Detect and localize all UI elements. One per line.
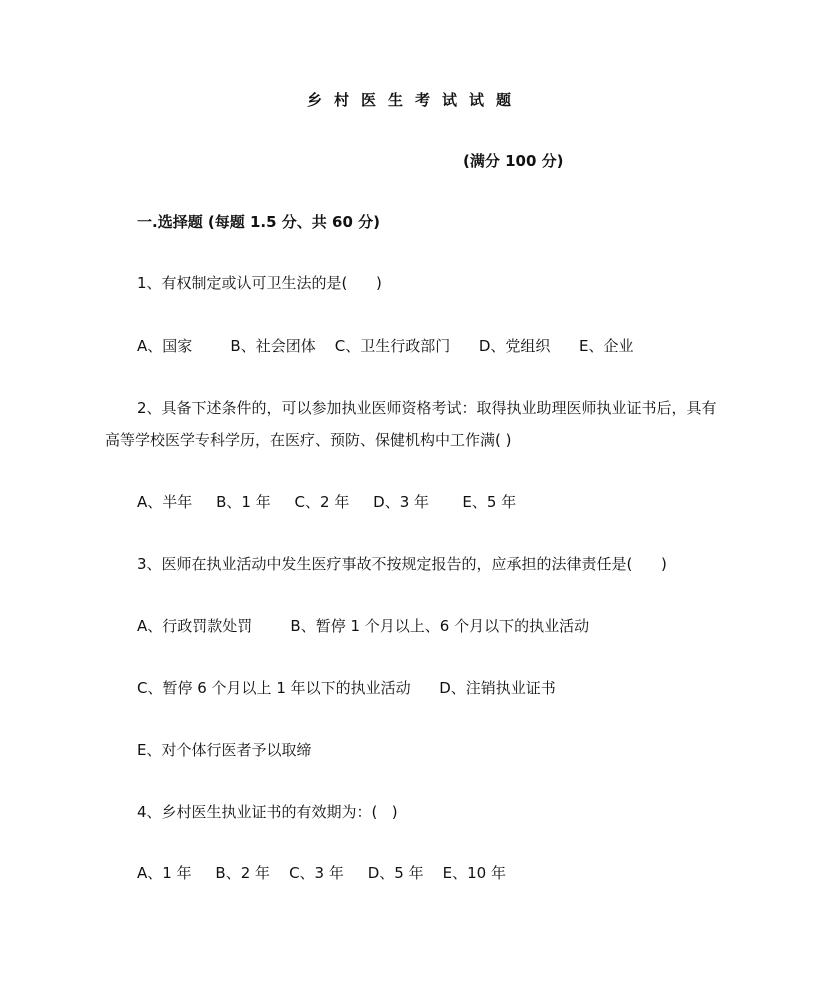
question-3-options-ab: A、行政罚款处罚 B、暂停 1 个月以上、6 个月以下的执业活动 [137, 617, 590, 635]
document-title: 乡村医生考试试题 [306, 91, 523, 109]
question-2-options: A、半年 B、1 年 C、2 年 D、3 年 E、5 年 [137, 493, 517, 511]
question-1-stem: 1、有权制定或认可卫生法的是( ) [137, 274, 382, 292]
section-heading: 一.选择题 (每题 1.5 分、共 60 分) [137, 213, 380, 231]
question-4-options: A、1 年 B、2 年 C、3 年 D、5 年 E、10 年 [137, 864, 506, 882]
question-3-options-cd: C、暂停 6 个月以上 1 年以下的执业活动 D、注销执业证书 [137, 679, 556, 697]
question-3-options-e: E、对个体行医者予以取缔 [137, 741, 312, 759]
question-1-options: A、国家 B、社会团体 C、卫生行政部门 D、党组织 E、企业 [137, 337, 634, 355]
question-2-stem: 2、具备下述条件的，可以参加执业医师资格考试：取得执业助理医师执业证书后，具有高等学校医学专科学历，在医疗、预防、保健机构中工作满( ) [105, 399, 717, 449]
full-score: (满分 100 分) [463, 152, 564, 170]
question-4-stem: 4、乡村医生执业证书的有效期为：( ) [137, 803, 398, 821]
question-3-stem: 3、医师在执业活动中发生医疗事故不按规定报告的，应承担的法律责任是( ) [137, 555, 667, 573]
